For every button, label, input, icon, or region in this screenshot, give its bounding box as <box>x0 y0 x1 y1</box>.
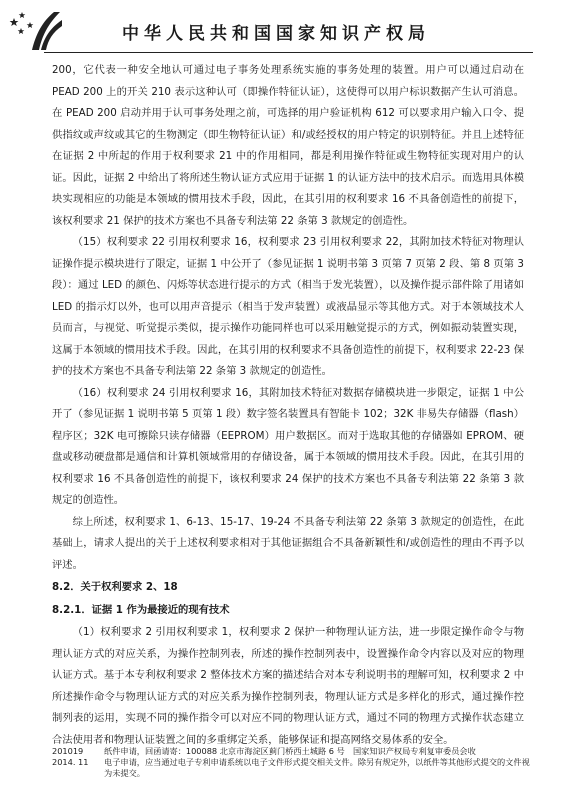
paragraph: 200，它代表一种安全地认可通过电子事务处理系统实施的事务处理的装置。用户可以通过启动在 PEAD 200 上的开关 210 表示这种认可（即操作特征认证），这使得可以用户标识数据产生认可消息。在 PEAD 200 启动并用于认可事务处理之前，可选择的用户验证机构 612 可以要求用户输入口令、提供指纹或声纹或其它的生物测定（即生物特征认证）和/或经授权的用户特定的识别特征。并且上述特征在证据 2 中所起的作用于权利要求 21 中的作用相同，都是利用操作特征或生物特征实现对用户的认证。因此，证据 2 中给出了将所述生物认证方式应用于证据 1 的认证方法中的技术启示。而选用具体模块实现相应的功能是本领域的惯用技术手段，因此，在其引用的权利要求 16 不具备创造性的前提下，该权利要求 21 保护的技术方案也不具备专利法第 22 条第 3 款规定的创造性。 <box>52 64 524 227</box>
paragraph: （16）权利要求 24 引用权利要求 16，其附加技术特征对数据存储模块进一步限定，证据 1 中公开了（参见证据 1 说明书第 5 页第 1 段）数字签名装置具有智能卡 102；32K 非易失存储器（flash）程序区；32K 电可擦除只读存储器（EEPROM）用户数据区。而对于选取其他的存储器如 EPROM、硬盘或移动硬盘都是通信和计算机领域常用的存储设备，属于本领域的惯用技术手段。因此，在其引用的权利要求 16 不具备创造性的前提下，该权利要求 24 保护的技术方案也不具备专利法第 22 条第 3 款规定的创造性。 <box>52 386 524 506</box>
form-code: 201019 <box>52 746 84 756</box>
subsection-heading: 8.2.1．证据 1 作为最接近的现有技术 <box>52 604 230 616</box>
header-divider <box>44 52 533 53</box>
sipo-emblem-icon <box>8 8 64 52</box>
form-date: 2014. 11 <box>52 757 89 767</box>
footer-row <box>52 746 532 757</box>
page-header <box>0 0 565 56</box>
organization-title: 中华人民共和国国家知识产权局 <box>122 24 430 44</box>
paragraph: 综上所述，权利要求 1、6-13、15-17、19-24 不具备专利法第 22 条第 3 款规定的创造性，在此基础上，请求人提出的关于上述权利要求相对于其他证据组合不具备新颖性和/或创造性的理由不再予以评述。 <box>52 515 524 571</box>
section-heading: 8.2．关于权利要求 2、18 <box>52 581 178 593</box>
footer-line-1: 纸件申请，回函请寄：100088 北京市海淀区蓟门桥西土城路 6 号 国家知识产权局专利复审委员会收 <box>104 746 476 756</box>
page-footer <box>52 746 532 779</box>
footer-row <box>52 757 532 779</box>
footer-line-2: 电子申请，应当通过电子专利申请系统以电子文件形式提交相关文件。除另有规定外，以纸件等其他形式提交的文件视为未提交。 <box>104 757 530 778</box>
paragraph: （15）权利要求 22 引用权利要求 16，权利要求 23 引用权利要求 22，其附加技术特征对物理认证操作提示模块进行了限定，证据 1 中公开了（参见证据 1 说明书第 3 页第 7 页第 2 段、第 8 页第 3 段）：通过 LED 的颜色、闪烁等状态进行提示的方式（相当于发光装置），以及操作提示部件除了用诸如 LED 的指示灯以外，也可以用声音提示（相当于发声装置）或液晶显示等其他方式。对于本领域技术人员而言，与视觉、听觉提示类似，提示操作功能同样也可以采用触觉提示的方式，例如振动装置实现，这属于本领域的惯用技术手段。因此，在其引用的权利要求不具备创造性的前提下，权利要求 22-23 保护的技术方案也不具备专利法第 22 条第 3 款规定的创造性。 <box>52 236 524 377</box>
document-body <box>52 60 524 751</box>
paragraph: （1）权利要求 2 引用权利要求 1，权利要求 2 保护一种物理认证方法，进一步限定操作命令与物理认证方式的对应关系，为操作控制列表，所述的操作控制列表中，设置操作命令内容以及对应的物理认证方式。基于本专利权利要求 2 整体技术方案的描述结合对本专利说明书的理解可知，权利要求 2 中所述操作命令与物理认证方式的对应关系为操作控制列表，物理认证方式是多样化的形式，通过操作控制列表的运用，实现不同的操作指令可以对应不同的物理认证方式，通过不同的物理方式操作状态建立合法使用者和物理认证装置之间的多重绑定关系，能够保证和提高网络交易体系的安全。 <box>52 626 524 746</box>
